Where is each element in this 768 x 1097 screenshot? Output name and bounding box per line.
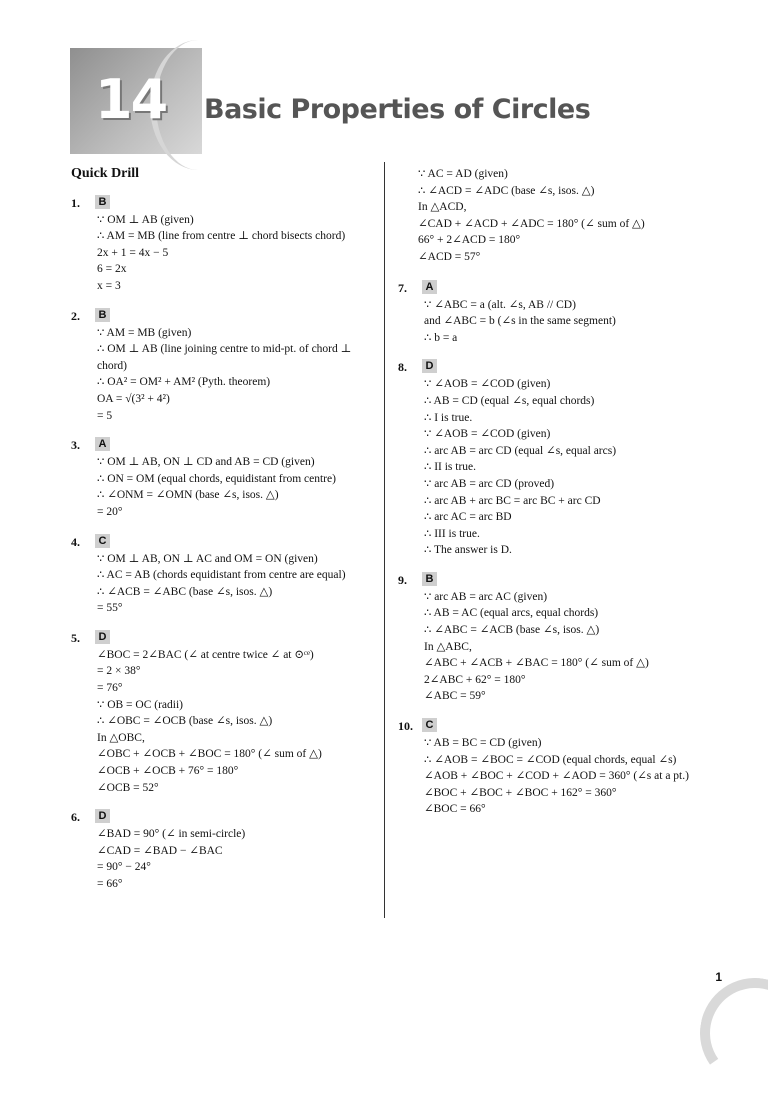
answer-badge: D: [95, 809, 110, 823]
right-column: [398, 166, 748, 831]
solution-line: ∠BOC + ∠BOC + ∠BOC + 162° = 360°: [424, 786, 617, 799]
left-question-list: [71, 195, 376, 893]
answer-badge: B: [422, 572, 437, 586]
page-number: 1: [715, 970, 722, 984]
solution-line: ∴ ∠ACB = ∠ABC (base ∠s, isos. △): [97, 585, 273, 598]
question-item: [71, 308, 376, 425]
solution-line: = 76°: [97, 682, 123, 695]
solution-line: 2x + 1 = 4x − 5: [97, 246, 169, 259]
solution-lines: [71, 630, 376, 796]
solution-line: ∵ AC = AD (given): [418, 168, 508, 180]
solution-line: ∠BAD = 90° (∠ in semi-circle): [97, 828, 246, 841]
question-item: [398, 280, 748, 347]
chapter-number: 14: [95, 68, 167, 131]
solution-lines: [398, 572, 748, 705]
solution-line: ∠BOC = 66°: [424, 803, 486, 816]
question-number: 6.: [71, 810, 80, 825]
solution-line: = 55°: [97, 602, 123, 615]
question-number: 10.: [398, 719, 413, 734]
solution-line: ∴ ∠ACD = ∠ADC (base ∠s, isos. △): [418, 184, 595, 197]
solution-lines: [71, 534, 376, 617]
question-item: [71, 534, 376, 617]
solution-line: ∴ The answer is D.: [424, 544, 512, 557]
solution-line: In △ABC,: [424, 640, 472, 653]
solution-line: ∠ABC = 59°: [424, 690, 486, 703]
solution-line: ∠OCB = 52°: [97, 781, 159, 794]
solution-line: ∴ OA² = OM² + AM² (Pyth. theorem): [97, 376, 271, 389]
solution-line: = 90° − 24°: [97, 861, 151, 874]
solution-line: ∴ OM ⊥ AB (line joining centre to mid-pt. of chord ⊥: [97, 343, 352, 356]
solution-line: ∴ AM = MB (line from centre ⊥ chord bisects chord): [97, 230, 346, 243]
solution-line: ∴ AB = AC (equal arcs, equal chords): [424, 607, 599, 620]
solution-lines: [398, 280, 748, 347]
question-item: [71, 195, 376, 295]
answer-badge: B: [95, 195, 110, 209]
solution-lines: [71, 195, 376, 295]
solution-lines: [71, 437, 376, 520]
solution-line: ∵ OB = OC (radii): [97, 698, 183, 711]
question-item: [398, 572, 748, 705]
right-question-list: [398, 280, 748, 818]
solution-lines: [71, 308, 376, 425]
solution-line: ∵ OM ⊥ AB (given): [97, 213, 194, 226]
solution-line: ∴ arc AB + arc BC = arc BC + arc CD: [424, 494, 601, 507]
question-6-continued: [398, 166, 748, 266]
solution-lines: [398, 359, 748, 559]
answer-badge: C: [95, 534, 110, 548]
solution-line: ∵ arc AB = arc AC (given): [424, 590, 548, 603]
question-item: [71, 809, 376, 892]
solution-line: ∵ ∠AOB = ∠COD (given): [424, 378, 551, 391]
page-corner-decoration: [691, 969, 768, 1096]
solution-line: ∴ I is true.: [424, 411, 473, 424]
answer-badge: D: [422, 359, 437, 373]
solution-line: In △OBC,: [97, 731, 145, 744]
solution-line: ∵ AB = BC = CD (given): [424, 737, 542, 750]
solution-line: ∴ b = a: [424, 331, 458, 344]
question-number: 2.: [71, 308, 80, 323]
solution-line: ∴ arc AC = arc BD: [424, 511, 512, 524]
solution-line: = 2 × 38°: [97, 665, 141, 678]
solution-line: 6 = 2x: [97, 263, 127, 276]
left-column: [71, 166, 376, 906]
answer-badge: B: [95, 308, 110, 322]
solution-line: x = 3: [97, 279, 121, 292]
solution-line: ∠OBC + ∠OCB + ∠BOC = 180° (∠ sum of △): [97, 748, 322, 761]
question-number: 1.: [71, 195, 80, 210]
solution-line: ∴ II is true.: [424, 461, 477, 474]
column-divider: [384, 162, 385, 918]
chapter-title: Basic Properties of Circles: [204, 94, 591, 125]
solution-line: ∴ ∠ABC = ∠ACB (base ∠s, isos. △): [424, 624, 600, 637]
solution-line: ∠ACD = 57°: [418, 250, 481, 263]
question-number: 8.: [398, 360, 407, 375]
solution-line: In △ACD,: [418, 201, 467, 214]
solution-lines: [398, 718, 748, 818]
solution-line: ∴ ON = OM (equal chords, equidistant from centre): [97, 472, 336, 485]
answer-badge: A: [95, 437, 110, 451]
solution-line: = 5: [97, 409, 113, 422]
solution-line: ∴ AC = AB (chords equidistant from centre are equal): [97, 569, 346, 582]
solution-line: ∴ AB = CD (equal ∠s, equal chords): [424, 394, 595, 407]
solution-line: 66° + 2∠ACD = 180°: [418, 234, 521, 247]
solution-line: ∵ ∠ABC = a (alt. ∠s, AB // CD): [424, 298, 576, 311]
question-number: 5.: [71, 630, 80, 645]
answer-badge: C: [422, 718, 437, 732]
solution-line: 2∠ABC + 62° = 180°: [424, 673, 526, 686]
solution-line: ∴ arc AB = arc CD (equal ∠s, equal arcs): [424, 444, 617, 457]
solution-line: ∠AOB + ∠BOC + ∠COD + ∠AOD = 360° (∠s at a pt.): [424, 770, 689, 783]
solution-line: ∠CAD + ∠ACD + ∠ADC = 180° (∠ sum of △): [418, 217, 645, 230]
solution-line: = 66°: [97, 878, 123, 890]
solution-lines: [71, 809, 376, 892]
solution-line: ∴ ∠ONM = ∠OMN (base ∠s, isos. △): [97, 489, 279, 502]
solution-line: ∠ABC + ∠ACB + ∠BAC = 180° (∠ sum of △): [424, 657, 649, 670]
solution-line: chord): [97, 359, 128, 372]
solution-line: ∵ arc AB = arc CD (proved): [424, 477, 555, 490]
question-item: [71, 437, 376, 520]
question-item: [398, 359, 748, 559]
solution-line: ∵ ∠AOB = ∠COD (given): [424, 428, 551, 441]
solution-line: ∴ ∠OBC = ∠OCB (base ∠s, isos. △): [97, 715, 273, 728]
solution-line: ∠OCB + ∠OCB + 76° = 180°: [97, 765, 239, 778]
question-item: [71, 630, 376, 796]
solution-line: ∵ OM ⊥ AB, ON ⊥ CD and AB = CD (given): [97, 456, 315, 469]
section-heading: Quick Drill: [71, 166, 140, 181]
solution-line: ∠BOC = 2∠BAC (∠ at centre twice ∠ at ⊙ᶜᵉ): [97, 648, 314, 661]
question-item: [398, 718, 748, 818]
answer-badge: A: [422, 280, 437, 294]
question-number: 7.: [398, 280, 407, 295]
answer-badge: D: [95, 630, 110, 644]
solution-line: ∴ ∠AOB = ∠BOC = ∠COD (equal chords, equal ∠s): [424, 753, 677, 766]
solution-line: ∵ OM ⊥ AB, ON ⊥ AC and OM = ON (given): [97, 552, 318, 565]
solution-line: ∠CAD = ∠BAD − ∠BAC: [97, 844, 223, 857]
question-number: 9.: [398, 572, 407, 587]
solution-line: ∵ AM = MB (given): [97, 326, 192, 339]
solution-line: ∴ III is true.: [424, 527, 480, 540]
solution-line: and ∠ABC = b (∠s in the same segment): [424, 315, 616, 328]
question-number: 4.: [71, 534, 80, 549]
solution-line: = 20°: [97, 505, 123, 518]
solution-line: OA = √(3² + 4²): [97, 392, 170, 405]
question-number: 3.: [71, 438, 80, 453]
